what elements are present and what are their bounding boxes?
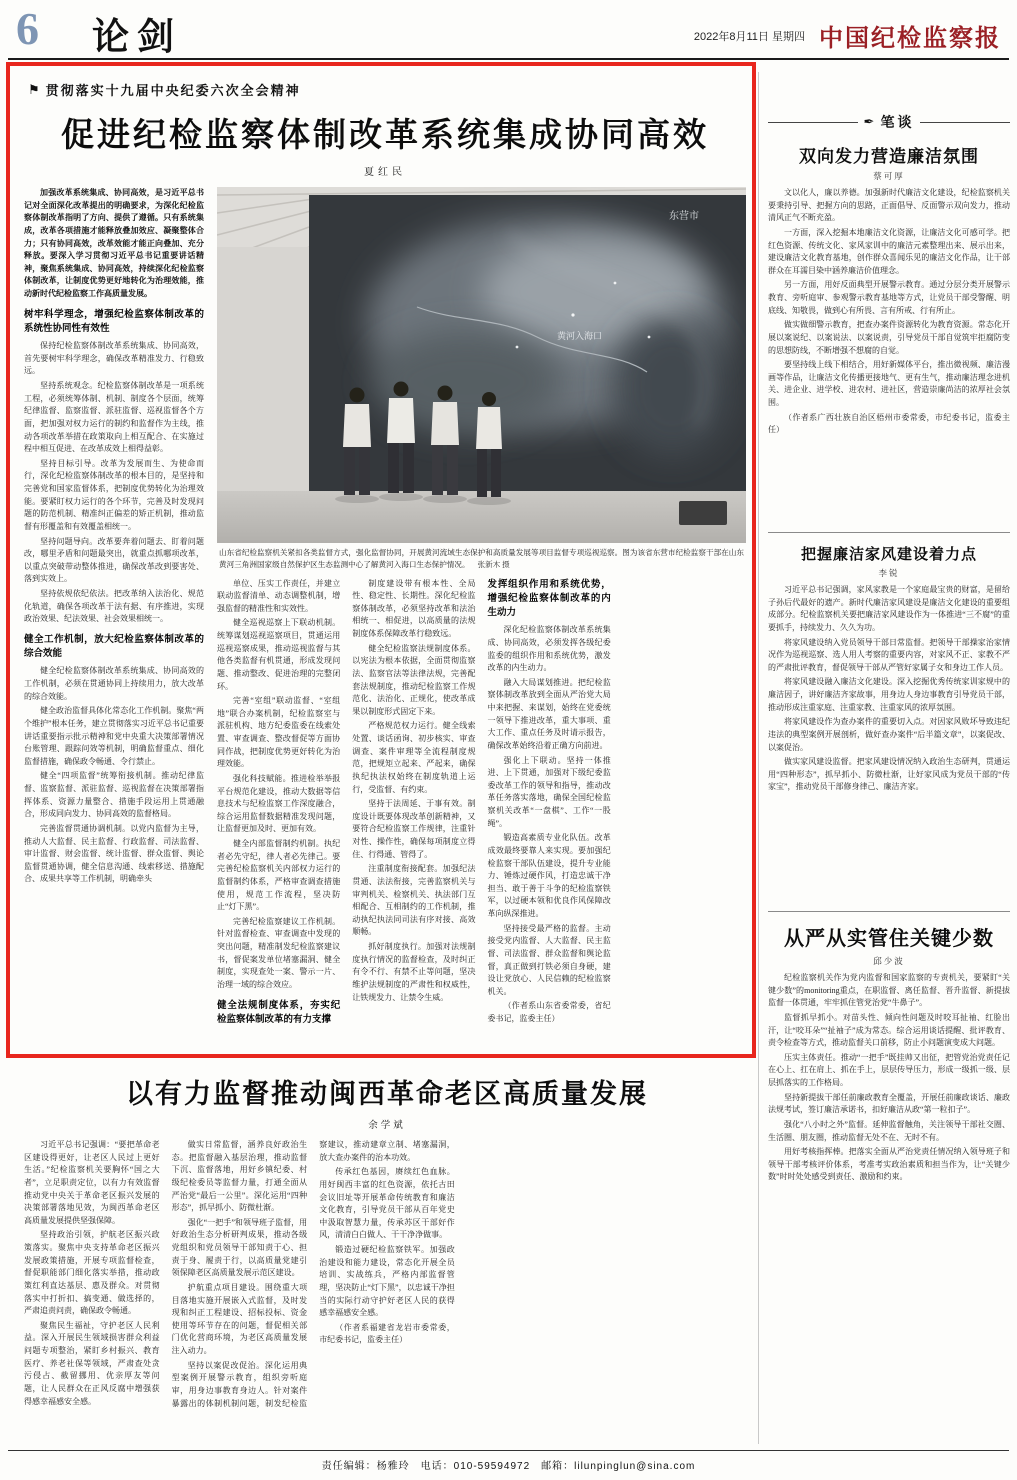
paragraph: 传承红色基因，赓续红色血脉。用好闽西丰富的红色资源，依托古田会议旧址等开展革命传统教育和廉洁文化教育，引导党员干部从百年党史中汲取智慧力量，传承苏区干部好作风，清清白白做人、干干净净做事。 bbox=[319, 1167, 455, 1240]
map-graphics bbox=[367, 217, 732, 457]
paragraph: 深化纪检监察体制改革系统集成、协同高效，必须发挥各级纪委监委的组织作用和系统优势，激发改革的内生动力。 bbox=[487, 625, 611, 673]
side-wall bbox=[217, 247, 309, 491]
news-photo bbox=[217, 187, 746, 543]
paragraph: 严格规范权力运行。健全线索处置、谈话函询、初步核实、审查调查、案件审理等全流程制度规范，把规矩立起来、严起来，确保执纪执法权始终在制度轨道上运行，受监督、有约束。 bbox=[352, 721, 476, 794]
header-rule bbox=[8, 58, 1009, 60]
main-headline: 促进纪检监察体制改革系统集成协同高效 bbox=[61, 116, 709, 153]
article-columns bbox=[217, 578, 746, 1030]
right-area bbox=[217, 187, 746, 1047]
paragraph: 单位、压实工作责任，并建立联动监督清单、动态调整机制，增强监督的精准性和实效性。 bbox=[217, 578, 341, 613]
paragraph: 完善纪检监察建议工作机制。针对监督检查、审查调查中发现的突出问题，精准制发纪检监察建议书，督促案发单位堵塞漏洞、健全制度，实现查处一案、警示一片、治理一域的综合效应。 bbox=[217, 916, 341, 989]
sidebar-article2-byline: 李锐 bbox=[878, 568, 900, 578]
paragraph: 锻造过硬纪检监察铁军。加强政治建设和能力建设，常态化开展全员培训、实战练兵，严格内部监督管理，坚决防止“灯下黑”，以忠诚干净担当的实际行动守护好老区人民的获得感幸福感安全感。 bbox=[319, 1245, 455, 1318]
paragraph: 健全纪检监察法规制度体系。以宪法为根本依据，全面贯彻监察法、监察官法等法律法规，完善配套法规制度，推动纪检监察工作规范化、法治化、正规化，使改革成果以制度形式固定下来。 bbox=[352, 643, 476, 716]
paragraph: 健全“四项监督”统筹衔接机制。推动纪律监督、监察监督、派驻监督、巡视监督在决策部署指挥体系、资源力量整合、措施手段运用上贯通融合，形成同向发力、协同高效的监督格局。 bbox=[24, 771, 204, 819]
section4-subhead: 发挥组织作用和系统优势，增强纪检监察体制改革的内生动力 bbox=[487, 578, 611, 619]
paragraph: 习近平总书记强调：“要把革命老区建设得更好，让老区人民过上更好生活。”纪检监察机关要胸怀“国之大者”，立足职责定位，以有力有效监督推动党中央关于革命老区振兴发展的决策部署落地见效，为闽西革命老区高质量发展提供坚强保障。 bbox=[24, 1140, 160, 1225]
paragraph: 坚持系统观念。纪检监察体制改革是一项系统工程，必须统筹体制、机制、制度各个层面，统筹纪律监督、监察监督、派驻监督、巡视监督各个方面，把加强对权力运行的制约和监督作为主线，推动各项改革举措在政策取向上相互配合、在实施过程中相互促进、在改革成效上相得益彰。 bbox=[24, 381, 204, 454]
photo-illustration bbox=[217, 187, 746, 543]
main-byline: 夏红民 bbox=[364, 167, 406, 178]
sidebar-article1-body bbox=[768, 187, 1010, 523]
paragraph: 将家风建设纳入党员领导干部日常监督。把领导干部操家治家情况作为巡视巡察、选人用人考察的重要内容，对家风不正、家教不严的严肃批评教育，督促领导干部从严管好家属子女和身边工作人员。 bbox=[768, 637, 1010, 672]
photo-caption bbox=[219, 547, 744, 571]
sidebar-article1-title: 双向发力营造廉洁氛围 bbox=[799, 147, 979, 166]
section2-subhead: 健全工作机制，放大纪检监察体制改革的综合效能 bbox=[24, 633, 204, 660]
paragraph: 坚持新提拔干部任前廉政教育全覆盖，开展任前廉政谈话、廉政法规考试，签订廉洁承诺书，扣好廉洁从政“第一粒扣子”。 bbox=[768, 1092, 1010, 1115]
lead-paragraphs bbox=[24, 187, 204, 301]
bottom-article bbox=[24, 1072, 750, 1433]
paragraph: 保持纪检监察体制改革系统集成、协同高效，首先要树牢科学理念，确保改革精准发力、行稳致远。 bbox=[24, 341, 204, 376]
paragraph: 坚持目标引导。改革为发展而生、为使命而行，深化纪检监察体制改革的根本目的，是坚持和完善党和国家监督体系，把制度优势转化为治理效能。要紧盯权力运行的各个环节，完善及时发现问题的防范机制、精准纠正偏差的矫正机制，推动监督有形覆盖和有效覆盖相统一。 bbox=[24, 458, 204, 531]
paragraph: 强化“一把手”和领导班子监督，用好政治生态分析研判成果，推动各级党组织和党员领导干部知责于心、担责于身、履责于行，以高质量党建引领保障老区高质量发展示范区建设。 bbox=[171, 1217, 308, 1278]
paragraph: 坚持于法周延、于事有效。制度设计既要体现改革创新精神，又要符合纪检监察工作规律，注重针对性、操作性，确保每项制度立得住、行得通、管得了。 bbox=[352, 799, 476, 859]
author-note: （作者系山东省委常委，省纪委书记，监委主任） bbox=[487, 1001, 611, 1024]
header-right bbox=[694, 18, 1001, 53]
sidebar-divider bbox=[768, 532, 1010, 533]
paragraph: 加强改革系统集成、协同高效，是习近平总书记对全面深化改革提出的明确要求，为深化纪检监察体制改革指明了方向、提供了遵循。只有系统集成，改革各项措施才能释放叠加效应、凝聚整体合力；只有协同高效，改革效能才能正向叠加、充分释放。要深入学习贯彻习近平总书记重要讲话精神，聚焦系统集成、协同高效，持续深化纪检监察体制改革，让制度优势更好地转化为治理效能，推动新时代纪检监察工作高质量发展。 bbox=[24, 188, 204, 298]
footer-text: 责任编辑：杨雅玲 电话：010-59594972 邮箱：lilunpinglun@sina.com bbox=[321, 1461, 696, 1472]
section4-paragraphs bbox=[488, 624, 611, 998]
paragraph: 坚持依规依纪依法。把改革纳入法治化、规范化轨道，确保各项改革于法有据、有序推进，实现政治效果、纪法效果、社会效果相统一。 bbox=[24, 589, 204, 624]
paragraph: 完善“室组”联动监督、“室组地”联合办案机制，纪检监察室与派驻机构、地方纪委监委在线索处置、审查调查、整改督促等方面协同作战，把制度优势更好转化为治理效能。 bbox=[217, 696, 341, 769]
paragraph: 文以化人，廉以养德。加强新时代廉洁文化建设，纪检监察机关要秉持引导、把握方向的思路，正面倡导、反面警示双向发力，推动清风正气不断充盈。 bbox=[768, 188, 1010, 223]
flag-icon: ⚑ bbox=[28, 81, 40, 97]
pen-icon: ✒ bbox=[863, 114, 875, 129]
paragraph: 健全纪检监察体制改革系统集成、协同高效的工作机制，必须在贯通协同上持续用力，放大改革的综合效能。 bbox=[24, 666, 204, 701]
paragraph: 强化科技赋能。推进检举举报平台规范化建设，推动大数据等信息技术与纪检监察工作深度融合，综合运用监督数据精准发现问题，让监督更加及时、更加有效。 bbox=[217, 773, 341, 834]
paragraph: 用好考核指挥棒。把落实全面从严治党责任情况纳入领导班子和领导干部考核评价体系，考准考实政治素质和担当作为，让“关键少数”时时处处感受到责任、激励和约束。 bbox=[768, 1147, 1010, 1182]
console-desk bbox=[679, 501, 727, 525]
paragraph: 聚焦民生福祉，守护老区人民利益。深入开展民生领域损害群众利益问题专项整治，紧盯乡村振兴、教育医疗、养老社保等领域，严肃查处贪污侵占、截留挪用、优亲厚友等问题，让人民群众在正风反腐中增强获得感幸福感安全感。 bbox=[24, 1320, 160, 1406]
newspaper-masthead: 中国纪检监察报 bbox=[819, 26, 1001, 52]
paragraph: 健全内部监督制约机制。执纪者必先守纪，律人者必先律己。要完善纪检监察机关内部权力运行的监督制约体系，严格审查调查措施使用，规范工作流程，坚决防止“灯下黑”。 bbox=[217, 839, 341, 912]
photo-credit: 张新木 摄 bbox=[477, 559, 510, 569]
paragraph: 纪检监察机关作为党内监督和国家监察的专责机关，要紧盯“关键少数”的monitoring重点，在职监督、离任监督、晋升监督、新提拔监督一体贯通，牢牢抓住管党治党“牛鼻子”。 bbox=[768, 973, 1010, 1008]
paragraph: （作者系福建省龙岩市委常委，市纪委书记，监委主任） bbox=[319, 1322, 455, 1345]
paragraph: 坚持政治引领，护航老区振兴政策落实。聚焦中央支持革命老区振兴发展政策措施，开展专项监督检查，督促职能部门细化落实举措，推动政策红利直达基层、惠及群众。对贯彻落实中打折扣、搞变通、做选择的，严肃追责问责，确保政令畅通。 bbox=[24, 1230, 160, 1316]
paragraph: 坚持问题导向。改革要奔着问题去、盯着问题改，哪里矛盾和问题最突出，就重点抓哪项改革，以重点突破带动整体推进，确保改革改到要害处、落到实效上。 bbox=[24, 536, 204, 584]
paragraph: 另一方面，用好反面典型开展警示教育。通过分层分类开展警示教育、旁听庭审、参观警示教育基地等方式，让党员干部受警醒、明底线、知敬畏，做到心有所畏、言有所戒、行有所止。 bbox=[768, 280, 1010, 315]
paragraph: 健全政治监督具体化常态化工作机制。聚焦“两个维护”根本任务，建立贯彻落实习近平总书记重要讲话重要指示批示精神和党中央重大决策部署情况台账管理、跟踪问效等机制，明确监督重点、细化监督措施，确保政令畅通、令行禁止。 bbox=[24, 706, 204, 766]
decorative-rule bbox=[920, 122, 1010, 123]
paragraph: 制度建设带有根本性、全局性、稳定性、长期性。深化纪检监察体制改革，必须坚持改革和法治相统一、相促进，以高质量的法规制度体系保障改革行稳致远。 bbox=[352, 578, 476, 639]
paragraph: 习近平总书记强调，家风家教是一个家庭最宝贵的财富，是留给子孙后代最好的遗产。新时代廉洁家风建设是廉洁文化建设的重要组成部分。纪检监察机关要把廉洁家风建设作为一体推进“三不腐”的重要抓手，持续发力、久久为功。 bbox=[768, 585, 1010, 632]
sidebar-article2-title: 把握廉洁家风建设着力点 bbox=[800, 546, 977, 563]
paragraph: 坚持接受最严格的监督。主动接受党内监督、人大监督、民主监督、司法监督、群众监督和舆论监督，真正做到打铁必须自身硬，建设让党放心、人民信赖的纪检监察机关。 bbox=[487, 923, 611, 996]
paragraph: 将家风建设作为查办案件的重要切入点。对因家风败坏导致违纪违法的典型案例开展剖析，做好查办案件“后半篇文章”，以案促改、以案促治。 bbox=[768, 717, 1010, 752]
paragraph: 锻造高素质专业化队伍。改革成效最终要靠人来实现。要加强纪检监察干部队伍建设，提升专业能力、锤炼过硬作风，打造忠诚干净担当、敢于善于斗争的纪检监察铁军，以过硬本领和优良作风保障改革向纵深推进。 bbox=[487, 833, 611, 919]
paragraph: 抓好制度执行。加强对法规制度执行情况的监督检查，及时纠正有令不行、有禁不止等问题，坚决维护法规制度的严肃性和权威性，让铁规发力、让禁令生威。 bbox=[352, 942, 476, 1002]
paragraph: 监督抓早抓小。对苗头性、倾向性问题及时咬耳扯袖、红脸出汗，让“咬耳朵”“扯袖子”成为常态。综合运用谈话提醒、批评教育、责令检查等方式，推动监督关口前移，防止小问题演变成大问题。 bbox=[768, 1012, 1010, 1048]
sidebar-divider bbox=[768, 911, 1010, 912]
sidebar-article1-byline: 蔡可厚 bbox=[873, 171, 905, 181]
bitan-header bbox=[768, 112, 1010, 132]
section2-paragraphs bbox=[24, 665, 204, 886]
sidebar-article3-title: 从严从实管住关键少数 bbox=[784, 928, 994, 950]
bottom-article-columns bbox=[24, 1139, 750, 1433]
paragraph: 完善监督贯通协调机制。以党内监督为主导，推动人大监督、民主监督、行政监督、司法监督、审计监督、财会监督、统计监督、群众监督、舆论监督贯通协调，健全信息沟通、线索移送、措施配合、成果共享等工作机制，明确牵头 bbox=[24, 823, 204, 884]
decorative-rule bbox=[768, 122, 858, 123]
sidebar-article2-body bbox=[768, 584, 1010, 902]
paragraph: 做实日常监督，涵养良好政治生态。把监督融入基层治理，推动监督下沉、监督落地，用好乡镇纪委、村级纪检委员等监督力量，打通全面从严治党“最后一公里”。深化运用“四种形态”，抓早抓小、防微杜渐。 bbox=[171, 1140, 308, 1213]
kicker bbox=[28, 80, 746, 99]
paragraph: 健全巡视巡察上下联动机制。统筹谋划巡视巡察项目，贯通运用巡视巡察成果，推动巡视监督与其他各类监督有机贯通，形成发现问题、推动整改、促进治理的完整闭环。 bbox=[217, 618, 341, 691]
section2-continuation bbox=[217, 578, 340, 992]
paragraph: 坚持以案促改促治。深化运用典型案例开展警示教育，组织旁听庭审，用身边事教育身边人。针对案件暴露出的体制机制问题，制发纪检监察建议，推动建章立制、堵塞漏洞，放大查办案件的治本功效。 bbox=[171, 1140, 455, 1408]
publication-date: 2022年8月11日 星期四 bbox=[693, 30, 805, 43]
section1-subhead: 树牢科学理念，增强纪检监察体制改革的系统性协同性有效性 bbox=[24, 308, 204, 334]
column-divider-rule bbox=[758, 72, 759, 1444]
sidebar bbox=[768, 112, 1010, 1322]
section-title: 论剑 bbox=[92, 17, 182, 58]
page-footer bbox=[8, 1450, 1009, 1472]
bottom-headline: 以有力监督推动闽西革命老区高质量发展 bbox=[126, 1079, 648, 1109]
bitan-label: 笔谈 bbox=[880, 114, 915, 130]
paragraph: 要坚持线上线下相结合，用好新媒体平台，推出微视频、廉洁漫画等作品，让廉洁文化传播更接地气、更有生气，推动廉洁理念进机关、进企业、进学校、进农村、进社区，营造崇廉尚洁的浓厚社会氛围。 bbox=[768, 360, 1010, 407]
section3-subhead: 健全法规制度体系，夯实纪检监察体制改革的有力支撑 bbox=[217, 999, 341, 1025]
main-article bbox=[24, 80, 746, 1047]
bottom-byline: 余学斌 bbox=[368, 1121, 406, 1131]
paragraph: 强化上下联动。坚持一体推进、上下贯通，加强对下级纪委监委改革工作的领导和指导，推动改革任务落实落地，确保全国纪检监察机关改革“一盘棋”、工作“一股绳”。 bbox=[487, 755, 611, 828]
map-label-river: 黄河入海口 bbox=[557, 331, 603, 341]
paragraph: 将家风建设融入廉洁文化建设。深入挖掘优秀传统家训家规中的廉洁因子，讲好廉洁齐家故事，用身边人身边事教育引导党员干部，推动形成注重家庭、注重家教、注重家风的浓厚氛围。 bbox=[768, 677, 1010, 712]
caption-text: 山东省纪检监察机关紧扣各类监督方式，强化监督协同，开展黄河流域生态保护和高质量发展等项目监督专项巡视巡察。图为该省东营市纪检监察干部在山东黄河三角洲国家级自然保护区生态监测中心了解黄河入海口生态保护情况。 bbox=[219, 548, 744, 569]
page-header bbox=[16, 3, 1001, 58]
kicker-text: 贯彻落实十九届中央纪委六次全会精神 bbox=[45, 83, 301, 98]
sidebar-article3-byline: 邱少波 bbox=[873, 956, 905, 966]
page-number: 6 bbox=[16, 3, 39, 54]
paragraph: 护航重点项目建设。围绕重大项目落地实施开展嵌入式监督，及时发现和纠正工程建设、招标投标、资金使用等环节存在的问题，督促相关部门优化营商环境，为老区高质量发展注入动力。 bbox=[171, 1282, 308, 1355]
paragraph: （作者系广西壮族自治区梧州市委常委，市纪委书记，监委主任） bbox=[768, 412, 1010, 435]
paragraph: 压实主体责任。推动“一把手”既挂帅又出征，把管党治党责任记在心上、扛在肩上、抓在手上，层层传导压力，形成一级抓一级、层层抓落实的工作格局。 bbox=[768, 1052, 1010, 1087]
main-article-body bbox=[24, 187, 746, 1047]
map-label-city: 东营市 bbox=[669, 211, 699, 222]
paragraph: 做实家风建设监督。把家风建设情况纳入政治生态研判，贯通运用“四种形态”，抓早抓小、防微杜渐，让好家风成为党员干部的“传家宝”，推动党员干部修身律己、廉洁齐家。 bbox=[768, 757, 1010, 792]
paragraph: 注重制度衔接配套。加强纪法贯通、法法衔接，完善监察机关与审判机关、检察机关、执法部门互相配合、互相制约的工作机制，推动执纪执法同司法有序对接、高效顺畅。 bbox=[352, 864, 476, 937]
sidebar-article3-body bbox=[768, 972, 1010, 1322]
paragraph: 做实做细警示教育，把查办案件资源转化为教育资源。常态化开展以案说纪、以案说法、以案说责，引导党员干部自觉筑牢拒腐防变的思想防线，不断增强不想腐的自觉。 bbox=[768, 320, 1010, 355]
paragraph: 强化“八小时之外”监督。延伸监督触角，关注领导干部社交圈、生活圈、朋友圈，推动监督无处不在、无时不有。 bbox=[768, 1119, 1010, 1142]
paragraph: 融入大局谋划推进。把纪检监察体制改革放到全面从严治党大局中来把握、来谋划，始终在党委统一领导下推进改革，重大事项、重大工作、重点任务及时请示报告，确保改革始终沿着正确方向前进。 bbox=[487, 677, 611, 750]
left-column bbox=[24, 187, 204, 1047]
section3-paragraphs bbox=[352, 578, 475, 1005]
section1-paragraphs bbox=[24, 340, 204, 626]
paragraph: 一方面，深入挖掘本地廉洁文化资源，让廉洁文化可感可学。把红色资源、传统文化、家风家训中的廉洁元素整理出来、展示出来，建设廉洁文化教育基地，创作群众喜闻乐见的廉洁文化作品，让干部群众在耳濡目染中涵养廉洁价值理念。 bbox=[768, 227, 1010, 275]
